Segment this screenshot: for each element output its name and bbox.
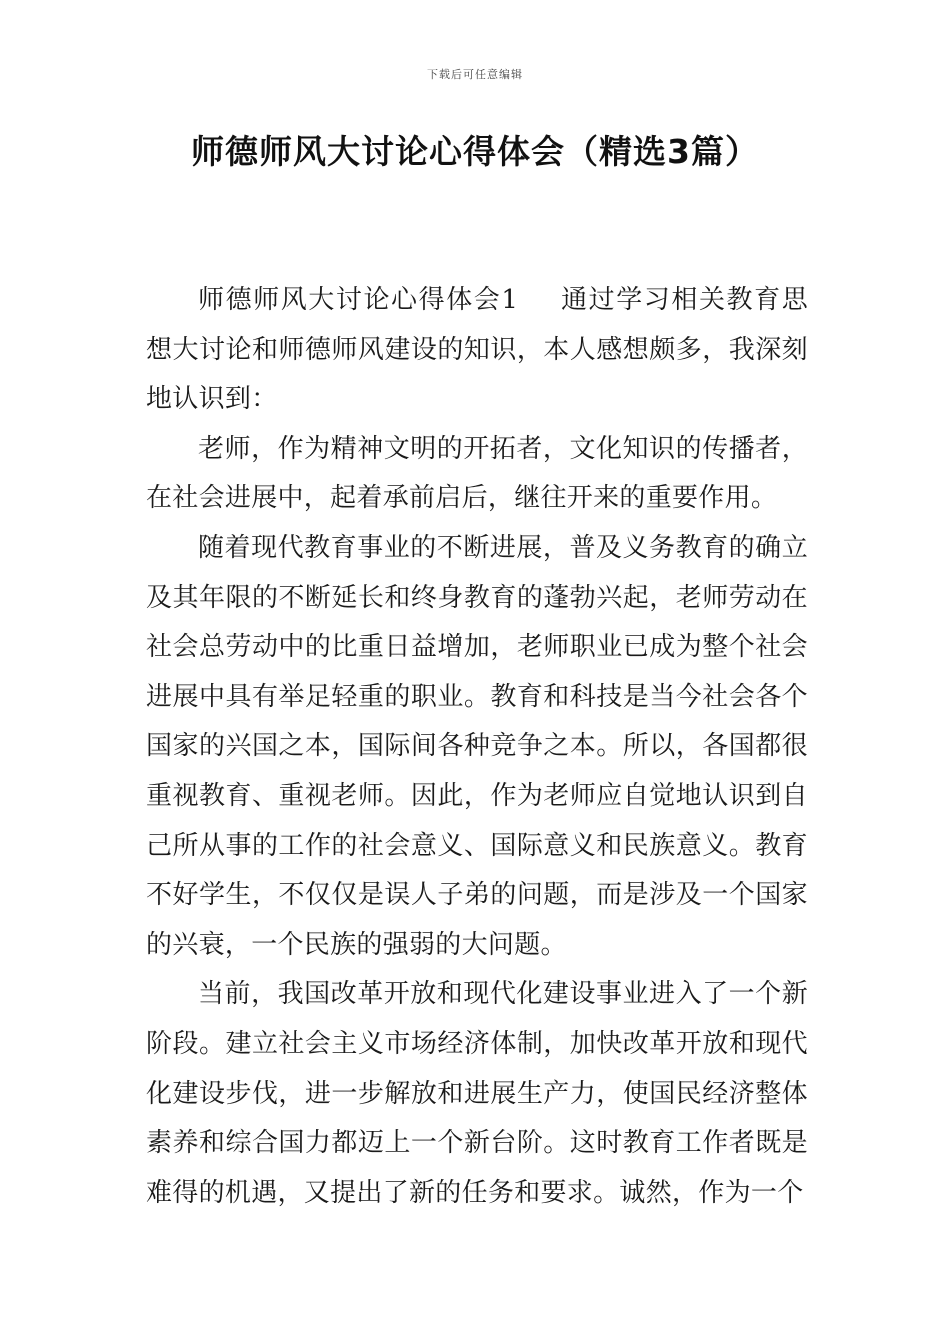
paragraph-3: 随着现代教育事业的不断进展，普及义务教育的确立及其年限的不断延长和终身教育的蓬勃兴起，老师劳动在社会总劳动中的比重日益增加，老师职业已成为整个社会进展中具有举足轻重的职业。教育和科技是当今社会各个国家的兴国之本，国际间各种竞争之本。所以，各国都很重视教育、重视老师。因此，作为老师应自觉地认识到自己所从事的工作的社会意义、国际意义和民族意义。教育不好学生，不仅仅是误人子弟的问题，而是涉及一个国家的兴衰，一个民族的强弱的大问题。 [146,532,808,960]
section-heading: 师德师风大讨论心得体会1 [198,285,519,315]
paragraph-1-text: 通过学习相关教育思想大讨论和师德师风建设的知识，本人感想颇多，我深刻地认识到： [146,285,808,415]
paragraph-2: 老师，作为精神文明的开拓者，文化知识的传播者，在社会进展中，起着承前启后，继往开来的重要作用。 [146,433,808,514]
document-body [146,276,808,1218]
paragraph-4: 当前，我国改革开放和现代化建设事业进入了一个新阶段。建立社会主义市场经济体制，加快改革开放和现代化建设步伐，进一步解放和进展生产力，使国民经济整体素养和综合国力都迈上一个新台阶。这时教育工作者既是难得的机遇，又提出了新的任务和要求。诚然，作为一个 [146,979,808,1208]
header-note: 下载后可任意编辑 [427,68,523,81]
document-title: 师德师风大讨论心得体会（精选3篇） [191,132,759,171]
paragraph-1 [146,276,808,425]
